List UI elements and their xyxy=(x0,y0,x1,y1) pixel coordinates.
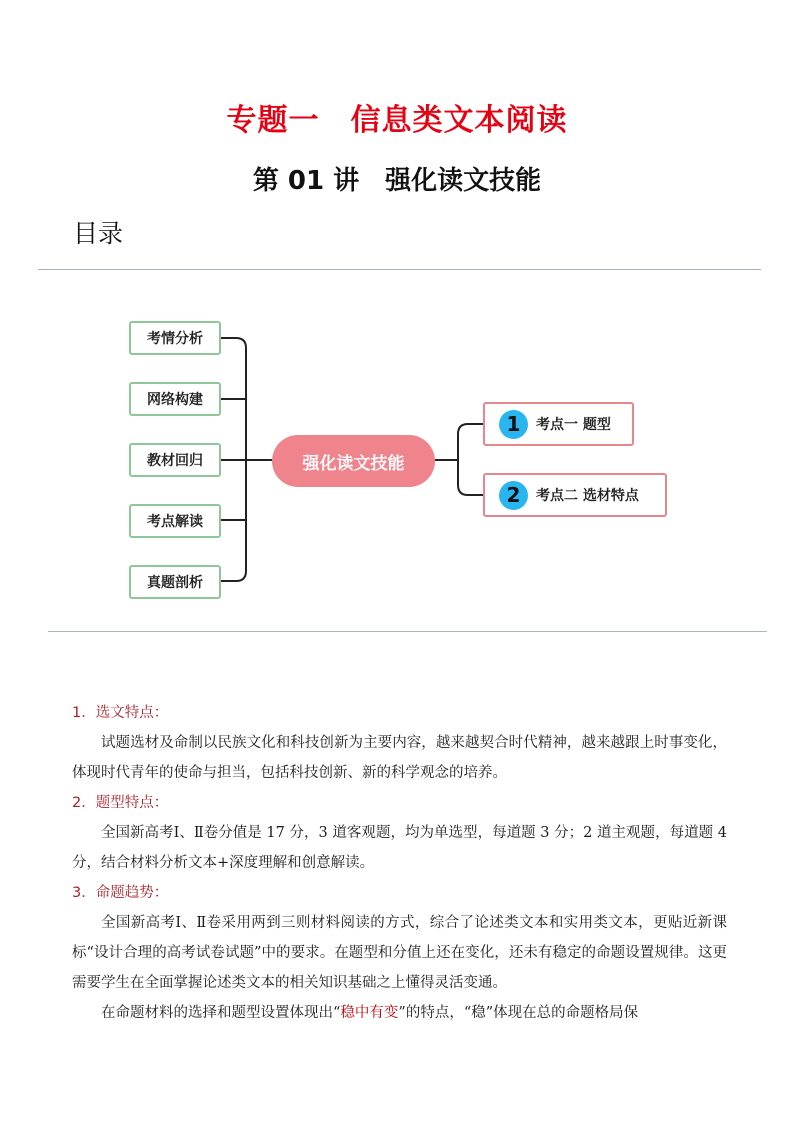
mind-node-point-2[interactable] xyxy=(483,473,667,517)
document-title: 专题一 信息类文本阅读 xyxy=(226,103,568,138)
body-text xyxy=(72,698,727,1028)
mind-node-key-points[interactable]: 考点解读 xyxy=(129,504,221,538)
mind-node-center[interactable]: 强化读文技能 xyxy=(272,435,435,487)
mind-node-point-2-label: 考点二 选材特点 xyxy=(536,488,639,504)
paragraph-text: 在命题材料的选择和题型设置体现出“ xyxy=(101,1005,341,1021)
mind-node-exam-analysis[interactable]: 考情分析 xyxy=(129,321,221,355)
number-badge-2: 2 xyxy=(499,481,528,510)
section-paragraph: 全国新高考Ⅰ、Ⅱ卷采用两到三则材料阅读的方式，综合了论述类文本和实用类文本，更贴近新课标“设计合理的高考试卷试题”中的要求。在题型和分值上还在变化，还未有稳定的命题设置规律。这更需要学生在全面掌握论述类文本的相关知识基础之上懂得灵活变通。 xyxy=(72,915,727,991)
mind-node-textbook[interactable]: 教材回归 xyxy=(129,443,221,477)
section-heading-3: 3．命题趋势： xyxy=(72,885,169,901)
number-badge-1: 1 xyxy=(499,410,528,439)
section-paragraph: 全国新高考Ⅰ、Ⅱ卷分值是 17 分，3 道客观题，均为单选型，每道题 3 分；2 道主观题，每道题 4 分，结合材料分析文本+深度理解和创意解读。 xyxy=(72,825,727,871)
section-heading-2: 2．题型特点： xyxy=(72,795,169,811)
lesson-title: 第 01 讲 强化读文技能 xyxy=(252,166,542,196)
section-paragraph: 试题选材及命制以民族文化和科技创新为主要内容，越来越契合时代精神，越来越跟上时事变化，体现时代青年的使命与担当，包括科技创新、新的科学观念的培养。 xyxy=(72,735,727,781)
paragraph-text: ”的特点，“稳”体现在总的命题格局保 xyxy=(398,1005,639,1021)
connector-trunk-left xyxy=(221,338,246,581)
divider-top xyxy=(38,269,761,270)
divider-bottom xyxy=(48,631,767,632)
section-heading-1: 1．选文特点： xyxy=(72,705,169,721)
connector-trunk-right xyxy=(458,424,484,495)
mind-node-point-1[interactable] xyxy=(483,402,634,446)
highlighted-phrase: 稳中有变 xyxy=(340,1005,399,1021)
mind-node-network[interactable]: 网络构建 xyxy=(129,382,221,416)
mind-node-real-questions[interactable]: 真题剖析 xyxy=(129,565,221,599)
mind-node-point-1-label: 考点一 题型 xyxy=(536,417,611,433)
toc-heading: 目录 xyxy=(73,219,124,248)
section-paragraph xyxy=(72,998,727,1028)
